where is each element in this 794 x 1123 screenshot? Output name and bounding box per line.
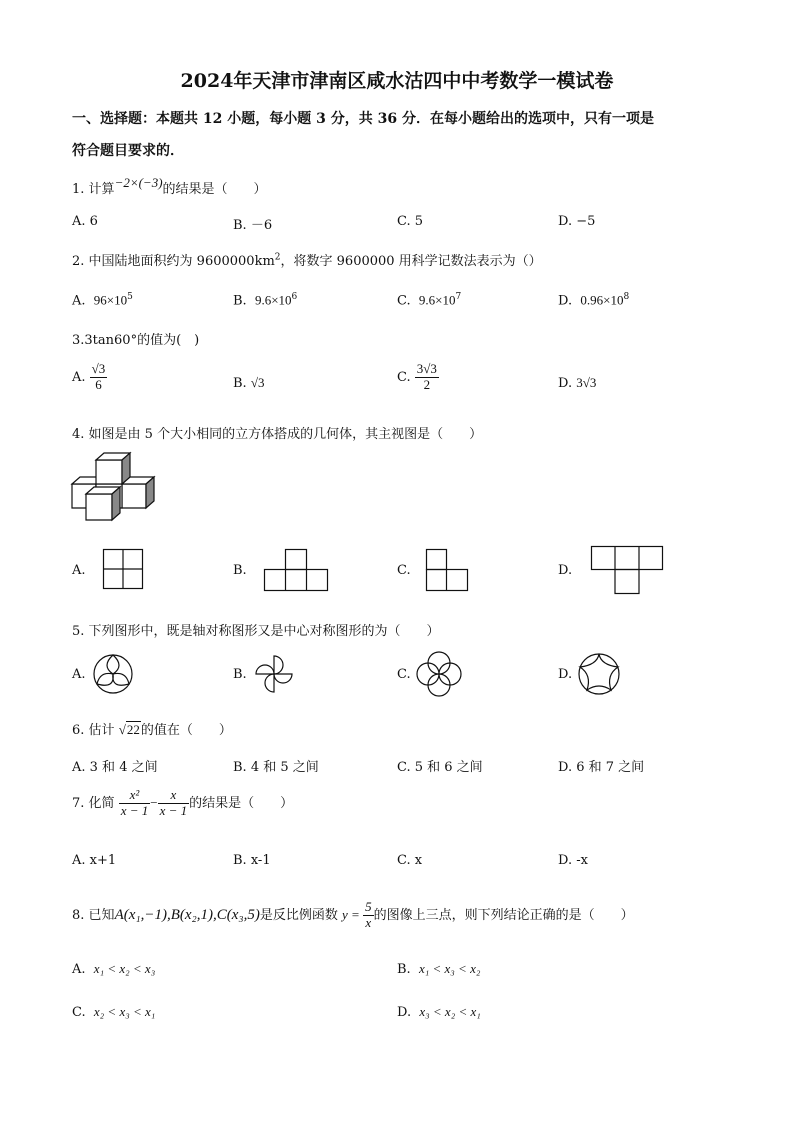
exponent: 6 <box>291 292 298 302</box>
option-label: D. <box>558 293 573 309</box>
option-a[interactable]: A. <box>72 563 86 578</box>
question-number: 7. <box>72 795 85 811</box>
option-c[interactable]: C. 5 和 6 之间 <box>397 760 483 775</box>
option-label: C. <box>397 369 411 385</box>
option-c[interactable]: C. <box>397 563 411 578</box>
points-expression: A(x₁,−1),B(x₂,1),C(x₃,5) <box>114 906 260 923</box>
question-text: 是反比例函数 <box>259 907 338 923</box>
option-a[interactable] <box>72 292 133 308</box>
denominator: 2 <box>423 376 431 392</box>
question-text: 化简 <box>88 795 115 811</box>
question-text: 已知 <box>88 907 115 923</box>
question-1 <box>72 175 267 197</box>
option-value: x₃ < x₂ < x₁ <box>419 1004 481 1019</box>
numerator: 3√3 <box>416 361 437 376</box>
option-value: 3√3 <box>576 375 597 390</box>
question-number: 8. <box>72 907 85 923</box>
question-number: 3. <box>72 333 85 348</box>
section-heading-line2: 符合题目要求的． <box>72 143 184 159</box>
option-value: 0.96×10 <box>580 292 624 308</box>
option-b[interactable]: B. <box>233 667 247 682</box>
option-a[interactable] <box>72 961 155 977</box>
option-d[interactable]: D. 6 和 7 之间 <box>558 760 645 775</box>
question-text: 计算 <box>88 182 115 197</box>
option-a[interactable]: A. <box>72 667 86 682</box>
option-c[interactable] <box>397 362 439 393</box>
fraction <box>363 900 374 931</box>
question-4 <box>72 423 482 442</box>
numerator: x² <box>119 788 151 804</box>
option-b[interactable] <box>233 375 264 391</box>
question-number: 1. <box>72 182 85 197</box>
exponent: 7 <box>455 292 462 302</box>
question-number: 5. <box>72 624 85 639</box>
fraction <box>415 362 439 393</box>
question-text: ，将数字 9600000 用科学记数法表示为（） <box>280 254 542 269</box>
option-value: x₂ < x₃ < x₁ <box>93 1004 156 1019</box>
option-a[interactable] <box>72 362 107 393</box>
option-a[interactable]: A. 3 和 4 之间 <box>72 760 158 775</box>
fraction <box>158 788 190 819</box>
three-blade-circle-figure <box>93 654 133 694</box>
four-circles-figure <box>416 651 462 697</box>
question-number: 4. <box>72 427 85 442</box>
option-d[interactable]: D. <box>558 667 573 682</box>
question-text: 3tan60°的值为( ) <box>84 333 200 348</box>
minus-sign: − <box>150 794 158 810</box>
option-value: x₁ < x₂ < x₃ <box>93 961 156 976</box>
denominator: x <box>365 914 372 930</box>
question-3 <box>72 329 199 348</box>
question-2 <box>72 250 542 269</box>
question-text: 下列图形中，既是轴对称图形又是中心对称图形的为（ ） <box>88 624 440 639</box>
radicand: 22 <box>126 722 140 737</box>
question-text: 估计 <box>88 723 115 738</box>
option-value: x₁ < x₃ < x₂ <box>418 961 481 976</box>
question-text: 的结果是（ ） <box>162 182 267 197</box>
exponent: 8 <box>623 292 630 302</box>
question-text: 中国陆地面积约为 9600000km <box>88 254 275 269</box>
option-c[interactable]: C. x <box>397 853 423 868</box>
option-b[interactable]: B. －6 <box>233 218 273 233</box>
pinwheel-figure <box>254 654 294 694</box>
option-a[interactable]: A. x+1 <box>72 853 117 868</box>
question-text: 如图是由 5 个大小相同的立方体搭成的几何体，其主视图是（ ） <box>88 427 483 442</box>
denominator: x − 1 <box>120 802 149 818</box>
option-a-grid-figure <box>103 549 143 589</box>
numerator: 5 <box>365 899 372 914</box>
option-value: √3 <box>250 375 265 390</box>
cube-stack-figure <box>70 448 162 526</box>
option-c[interactable] <box>397 292 461 308</box>
option-label: C. <box>397 293 411 309</box>
fraction <box>119 788 151 819</box>
denominator: x − 1 <box>159 802 188 818</box>
option-b[interactable] <box>233 292 297 308</box>
question-text: 的图像上三点，则下列结论正确的是（ ） <box>373 907 634 923</box>
sqrt-expression: √22 <box>118 722 140 737</box>
option-d[interactable] <box>558 375 596 391</box>
option-label: A. <box>72 369 86 385</box>
option-label: C. <box>72 1005 86 1020</box>
question-number: 2. <box>72 254 85 269</box>
option-value: 96×10 <box>93 292 128 308</box>
question-5 <box>72 620 440 639</box>
option-b[interactable] <box>397 961 480 977</box>
option-c[interactable] <box>72 1004 155 1020</box>
option-label: B. <box>233 376 247 391</box>
question-number: 6. <box>72 723 85 738</box>
option-d[interactable]: D. <box>558 563 573 578</box>
option-d-grid-figure <box>591 546 663 594</box>
option-c-grid-figure <box>426 549 468 591</box>
option-d[interactable]: D. -x <box>558 853 588 868</box>
exponent: 5 <box>127 292 133 302</box>
option-value: 9.6×10 <box>418 292 456 308</box>
question-text: 的值在（ ） <box>140 723 232 738</box>
option-c[interactable]: C. <box>397 667 411 682</box>
option-b-grid-figure <box>264 549 328 591</box>
fraction <box>90 362 108 393</box>
option-b[interactable]: B. x-1 <box>233 853 271 868</box>
section-heading-line1: 一、选择题：本题共 12 小题，每小题 3 分，共 36 分．在每小题给出的选项中，只有一项是 <box>72 111 654 127</box>
exponent: 2 <box>274 252 281 263</box>
option-d[interactable]: D. −5 <box>558 214 596 229</box>
option-label: A. <box>72 293 86 309</box>
option-value: 9.6×10 <box>254 292 292 308</box>
denominator: 6 <box>95 376 102 392</box>
pentagon-in-circle-figure <box>578 653 620 695</box>
option-label: B. <box>233 293 247 309</box>
numerator: x <box>158 788 190 804</box>
option-d[interactable] <box>397 1004 481 1020</box>
option-b[interactable]: B. <box>233 563 247 578</box>
question-text: 的结果是（ ） <box>189 795 294 811</box>
option-label: D. <box>558 376 573 391</box>
question-6 <box>72 719 232 738</box>
option-b[interactable]: B. 4 和 5 之间 <box>233 760 319 775</box>
option-a[interactable]: A. 6 <box>72 214 98 229</box>
page-title: 2024年天津市津南区咸水沽四中中考数学一模试卷 <box>180 70 614 92</box>
option-label: B. <box>397 962 411 977</box>
option-d[interactable] <box>558 292 629 308</box>
numerator: √3 <box>91 361 106 376</box>
question-8 <box>72 900 634 931</box>
function-expression: y = <box>342 906 364 922</box>
option-label: D. <box>397 1005 412 1020</box>
question-7 <box>72 788 293 819</box>
math-expression: −2×(−3) <box>114 175 163 190</box>
option-label: A. <box>72 962 86 977</box>
option-c[interactable]: C. 5 <box>397 214 424 229</box>
